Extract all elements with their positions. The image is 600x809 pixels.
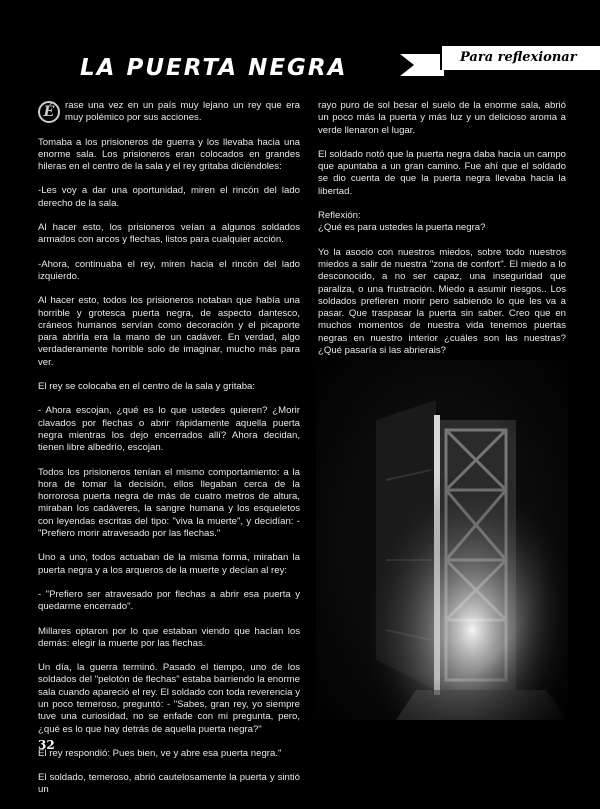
section-label: Para reflexionar bbox=[440, 46, 600, 70]
paragraph: É rase una vez en un país muy lejano un rey que era muy polémico por sus acciones. bbox=[38, 100, 300, 125]
paragraph: Yo la asocio con nuestros miedos, sobre todo nuestros miedos a salir de nuestra "zona de confort". El miedo a lo desconocido, a no ser capaz, una inseguridad que paraliza, o una frustración. Miedo a asumir riesgos.. Los soldados prefieren morir pero sabiendo lo que les va a pasar. Que traspasar la puerta sin saber. Creo que en muchos momentos de nuestra vida tenemos puertas negras en nuestro interior ¿cuáles son las nuestras? ¿Qué pasaría si las abrierais? bbox=[318, 246, 566, 357]
paragraph: Uno a uno, todos actuaban de la misma forma, miraban la puerta negra y a los arqueros de la muerte y decían al rey: bbox=[38, 552, 300, 576]
banner-ribbon-tail bbox=[400, 54, 444, 76]
vignette bbox=[316, 360, 568, 720]
page-number: 32 bbox=[38, 738, 55, 752]
paragraph: - "Prefiero ser atravesado por flechas a abrir esa puerta y quedarme encerrado". bbox=[38, 588, 300, 613]
paragraph: - Ahora escojan, ¿qué es lo que ustedes quieren? ¿Morir clavados por flechas o abrir rápidamente aquella puerta negra mientras los dejo encerrados allí? Ahora decidan, tienen libre albedrío, escojan. bbox=[38, 405, 300, 454]
right-column bbox=[318, 100, 566, 369]
paragraph: Millares optaron por lo que estaban viendo que hacían los demás: elegir la muerte por las flechas. bbox=[38, 625, 300, 649]
paragraph: -Ahora, continuaba el rey, miren hacia el rincón del lado izquierdo. bbox=[38, 258, 300, 282]
paragraph: -Les voy a dar una oportunidad, miren el rincón del lado derecho de la sala. bbox=[38, 185, 300, 209]
paragraph: Al hacer esto, todos los prisioneros notaban que había una horrible y grotesca puerta negra, de aspecto dantesco, cráneos humanos servían como decoración y el picaporte para abrirla era la mano de un cadáver. En verdad, algo verdaderamente horrible solo de imaginar, mucho más para ver. bbox=[38, 295, 300, 368]
paragraph: Tomaba a los prisioneros de guerra y los llevaba hacia una enorme sala. Los prisioneros eran colocados en grandes hileras en el centro de la sala y el rey gritaba diciéndoles: bbox=[38, 136, 300, 173]
paragraph: El soldado notó que la puerta negra daba hacia un campo que apuntaba a un gran camino. Fue ahí que el soldado se dio cuenta de que la puerta negra llevaba hacia la libertad. bbox=[318, 148, 566, 197]
door-illustration bbox=[316, 360, 568, 720]
paragraph: El rey respondió: Pues bien, ve y abre esa puerta negra." bbox=[38, 747, 282, 759]
paragraph: El soldado, temeroso, abrió cautelosamente la puerta y sintió un bbox=[38, 772, 300, 796]
door-photo bbox=[316, 360, 568, 720]
page-title: LA PUERTA NEGRA bbox=[80, 55, 348, 81]
paragraph: El rey se colocaba en el centro de la sala y gritaba: bbox=[38, 381, 256, 393]
paragraph: Un día, la guerra terminó. Pasado el tiempo, uno de los soldados del "pelotón de flechas" estaba barriendo la enorme sala cuando apareció el rey. El soldado con toda reverencia y un poco temeroso, preguntó: - "Sabes, gran rey, yo siempre tuve una curiosidad, no se enfade con mi pregunta, pero, ¿qué es lo que hay detrás de aquella puerta negra?" bbox=[38, 662, 300, 735]
paragraph: Reflexión: ¿Qué es para ustedes la puerta negra? bbox=[318, 210, 486, 234]
paragraph: rayo puro de sol besar el suelo de la enorme sala, abrió un poco más la puerta y más luz y un delicioso aroma a verde llenaron el lugar. bbox=[318, 100, 566, 136]
section-banner bbox=[400, 46, 600, 70]
paragraph: Todos los prisioneros tenían el mismo comportamiento: a la hora de tomar la decisión, ellos llegaban cerca de la horrorosa puerta negra de más de cuatro metros de altura, miraban los cadáveres, la sangre humana y los esqueletos con leyendas escritas del tipo: "viva la muerte", y decidían: -"Prefiero morir atravesado por las flechas." bbox=[38, 466, 300, 540]
paragraph: Al hacer esto, los prisioneros veían a algunos soldados armados con arcos y flechas, listos para cualquier acción. bbox=[38, 222, 300, 246]
left-column bbox=[38, 100, 300, 809]
dropcap: É bbox=[38, 101, 60, 123]
